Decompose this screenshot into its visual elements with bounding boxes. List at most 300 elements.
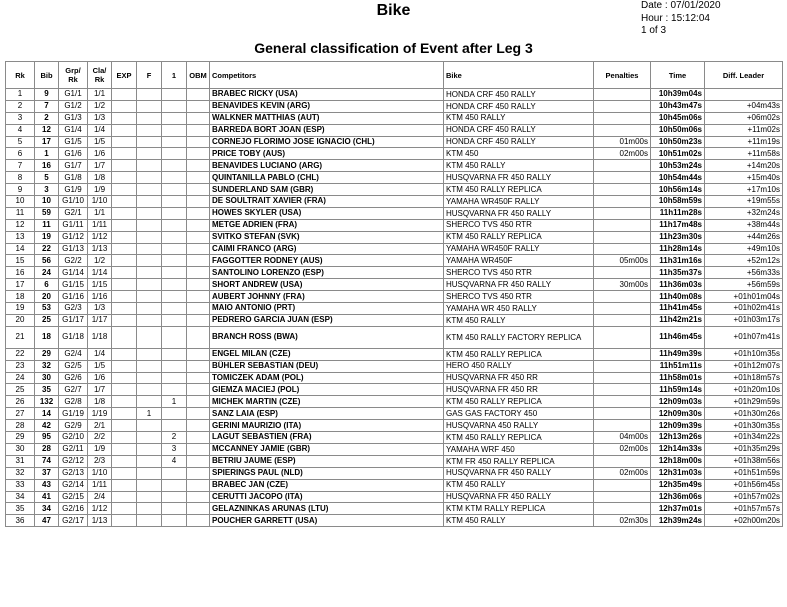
f-cell bbox=[137, 219, 162, 231]
diff-leader-cell: +01h20m10s bbox=[705, 384, 783, 396]
group-rank-cell: G1/2 bbox=[59, 100, 88, 112]
f-cell bbox=[137, 184, 162, 196]
bike-model: GAS GAS FACTORY 450 bbox=[444, 408, 594, 420]
competitor-name: CERUTTI JACOPO (ITA) bbox=[210, 491, 444, 503]
class-rank-cell: 1/13 bbox=[88, 515, 112, 527]
bike-model: KTM 450 RALLY bbox=[444, 160, 594, 172]
exp-cell bbox=[112, 160, 137, 172]
penalty-cell bbox=[594, 243, 651, 255]
diff-leader-cell: +32m24s bbox=[705, 207, 783, 219]
bike-model: YAMAHA WRF 450 bbox=[444, 443, 594, 455]
bib-cell: 37 bbox=[35, 467, 59, 479]
obm-cell bbox=[187, 231, 210, 243]
group-rank-cell: G2/7 bbox=[59, 384, 88, 396]
f-cell bbox=[137, 291, 162, 303]
f-cell bbox=[137, 396, 162, 408]
class-rank-cell: 1/12 bbox=[88, 231, 112, 243]
table-row bbox=[6, 231, 783, 243]
diff-leader-cell: +01h12m07s bbox=[705, 360, 783, 372]
group-rank-cell: G2/12 bbox=[59, 455, 88, 467]
rk-cell: 21 bbox=[6, 326, 35, 348]
one-cell bbox=[162, 515, 187, 527]
diff-leader-cell: +17m10s bbox=[705, 184, 783, 196]
exp-cell bbox=[112, 396, 137, 408]
f-cell bbox=[137, 314, 162, 326]
rk-cell: 10 bbox=[6, 196, 35, 208]
document-meta bbox=[641, 0, 721, 38]
diff-leader-cell: +01h57m57s bbox=[705, 503, 783, 515]
bike-model: KTM 450 RALLY bbox=[444, 479, 594, 491]
class-rank-cell: 1/5 bbox=[88, 360, 112, 372]
bike-model: SHERCO TVS 450 RTR bbox=[444, 219, 594, 231]
diff-leader-cell: +06m02s bbox=[705, 112, 783, 124]
one-cell bbox=[162, 348, 187, 360]
time-cell: 10h56m14s bbox=[651, 184, 705, 196]
time-cell: 10h45m06s bbox=[651, 112, 705, 124]
time-cell: 11h42m21s bbox=[651, 314, 705, 326]
table-row bbox=[6, 303, 783, 315]
bike-model: KTM 450 RALLY REPLICA bbox=[444, 184, 594, 196]
obm-cell bbox=[187, 255, 210, 267]
rk-cell: 9 bbox=[6, 184, 35, 196]
penalty-cell bbox=[594, 396, 651, 408]
group-rank-cell: G2/17 bbox=[59, 515, 88, 527]
f-cell bbox=[137, 360, 162, 372]
time-cell: 12h35m49s bbox=[651, 479, 705, 491]
rk-cell: 26 bbox=[6, 396, 35, 408]
diff-leader-cell: +44m26s bbox=[705, 231, 783, 243]
class-rank-cell: 1/10 bbox=[88, 467, 112, 479]
penalty-cell: 02m00s bbox=[594, 467, 651, 479]
rk-cell: 32 bbox=[6, 467, 35, 479]
rk-cell: 11 bbox=[6, 207, 35, 219]
group-rank-cell: G1/16 bbox=[59, 291, 88, 303]
table-row bbox=[6, 491, 783, 503]
table-row bbox=[6, 348, 783, 360]
class-rank-cell: 1/18 bbox=[88, 326, 112, 348]
bike-model: KTM 450 RALLY bbox=[444, 112, 594, 124]
class-rank-cell: 1/4 bbox=[88, 124, 112, 136]
diff-leader-cell: +01h01m04s bbox=[705, 291, 783, 303]
group-rank-cell: G1/1 bbox=[59, 89, 88, 101]
bike-model: HUSQVARNA FR 450 RR bbox=[444, 372, 594, 384]
penalty-cell bbox=[594, 348, 651, 360]
diff-leader-cell: +01h30m26s bbox=[705, 408, 783, 420]
diff-leader-cell: +14m20s bbox=[705, 160, 783, 172]
diff-leader-cell: +11m58s bbox=[705, 148, 783, 160]
one-cell: 1 bbox=[162, 396, 187, 408]
group-rank-cell: G2/2 bbox=[59, 255, 88, 267]
penalty-cell bbox=[594, 160, 651, 172]
competitor-name: BENAVIDES KEVIN (ARG) bbox=[210, 100, 444, 112]
exp-cell bbox=[112, 124, 137, 136]
class-rank-cell: 1/6 bbox=[88, 372, 112, 384]
time-cell: 11h49m39s bbox=[651, 348, 705, 360]
penalty-cell: 02m00s bbox=[594, 148, 651, 160]
bib-cell: 25 bbox=[35, 314, 59, 326]
penalty-cell: 30m00s bbox=[594, 279, 651, 291]
bike-model: HUSQVARNA FR 450 RALLY bbox=[444, 207, 594, 219]
class-rank-cell: 1/2 bbox=[88, 255, 112, 267]
class-rank-cell: 1/5 bbox=[88, 136, 112, 148]
table-row bbox=[6, 396, 783, 408]
one-cell bbox=[162, 267, 187, 279]
table-header-row bbox=[6, 62, 783, 89]
class-rank-cell: 2/1 bbox=[88, 420, 112, 432]
one-cell bbox=[162, 207, 187, 219]
table-row bbox=[6, 112, 783, 124]
bike-model: KTM 450 RALLY REPLICA bbox=[444, 432, 594, 444]
rk-cell: 18 bbox=[6, 291, 35, 303]
exp-cell bbox=[112, 291, 137, 303]
exp-cell bbox=[112, 384, 137, 396]
rk-cell: 1 bbox=[6, 89, 35, 101]
bib-cell: 59 bbox=[35, 207, 59, 219]
f-cell bbox=[137, 136, 162, 148]
group-rank-cell: G1/6 bbox=[59, 148, 88, 160]
one-cell: 3 bbox=[162, 443, 187, 455]
group-rank-cell: G1/13 bbox=[59, 243, 88, 255]
competitor-name: WALKNER MATTHIAS (AUT) bbox=[210, 112, 444, 124]
competitor-name: BETRIU JAUME (ESP) bbox=[210, 455, 444, 467]
exp-cell bbox=[112, 243, 137, 255]
exp-cell bbox=[112, 515, 137, 527]
rk-cell: 4 bbox=[6, 124, 35, 136]
rk-cell: 30 bbox=[6, 443, 35, 455]
competitor-name: QUINTANILLA PABLO (CHL) bbox=[210, 172, 444, 184]
rk-cell: 16 bbox=[6, 267, 35, 279]
obm-cell bbox=[187, 303, 210, 315]
competitor-name: PRICE TOBY (AUS) bbox=[210, 148, 444, 160]
f-cell bbox=[137, 148, 162, 160]
bib-cell: 41 bbox=[35, 491, 59, 503]
f-cell bbox=[137, 348, 162, 360]
table-row bbox=[6, 372, 783, 384]
exp-cell bbox=[112, 479, 137, 491]
competitor-name: AUBERT JOHNNY (FRA) bbox=[210, 291, 444, 303]
competitor-name: MAIO ANTONIO (PRT) bbox=[210, 303, 444, 315]
competitor-name: CORNEJO FLORIMO JOSE IGNACIO (CHL) bbox=[210, 136, 444, 148]
rk-cell: 15 bbox=[6, 255, 35, 267]
class-rank-cell: 2/4 bbox=[88, 491, 112, 503]
bike-model: HUSQVARNA FR 450 RALLY bbox=[444, 279, 594, 291]
class-rank-cell: 1/14 bbox=[88, 267, 112, 279]
competitor-name: SUNDERLAND SAM (GBR) bbox=[210, 184, 444, 196]
f-cell bbox=[137, 243, 162, 255]
time-cell: 12h39m24s bbox=[651, 515, 705, 527]
diff-leader-cell: +15m40s bbox=[705, 172, 783, 184]
penalty-cell bbox=[594, 420, 651, 432]
rk-cell: 29 bbox=[6, 432, 35, 444]
table-row bbox=[6, 384, 783, 396]
table-row bbox=[6, 515, 783, 527]
group-rank-cell: G2/8 bbox=[59, 396, 88, 408]
competitor-name: SHORT ANDREW (USA) bbox=[210, 279, 444, 291]
class-rank-cell: 1/19 bbox=[88, 408, 112, 420]
penalty-cell bbox=[594, 408, 651, 420]
diff-leader-cell: +01h29m59s bbox=[705, 396, 783, 408]
exp-cell bbox=[112, 491, 137, 503]
penalty-cell bbox=[594, 372, 651, 384]
f-cell bbox=[137, 267, 162, 279]
time-cell: 12h14m33s bbox=[651, 443, 705, 455]
penalty-cell bbox=[594, 100, 651, 112]
competitor-name: MICHEK MARTIN (CZE) bbox=[210, 396, 444, 408]
f-cell bbox=[137, 172, 162, 184]
bike-model: HUSQVARNA 450 RALLY bbox=[444, 420, 594, 432]
f-cell bbox=[137, 384, 162, 396]
table-row bbox=[6, 124, 783, 136]
bike-model: HONDA CRF 450 RALLY bbox=[444, 89, 594, 101]
col-header-diff-leader: Diff. Leader bbox=[705, 62, 783, 89]
one-cell bbox=[162, 255, 187, 267]
rk-cell: 20 bbox=[6, 314, 35, 326]
obm-cell bbox=[187, 291, 210, 303]
class-rank-cell: 1/2 bbox=[88, 100, 112, 112]
class-rank-cell: 1/10 bbox=[88, 196, 112, 208]
group-rank-cell: G1/3 bbox=[59, 112, 88, 124]
rk-cell: 14 bbox=[6, 243, 35, 255]
class-rank-cell: 1/8 bbox=[88, 172, 112, 184]
bike-model: KTM 450 RALLY FACTORY REPLICA bbox=[444, 326, 594, 348]
f-cell bbox=[137, 443, 162, 455]
competitor-name: SPIERINGS PAUL (NLD) bbox=[210, 467, 444, 479]
f-cell bbox=[137, 515, 162, 527]
bib-cell: 5 bbox=[35, 172, 59, 184]
obm-cell bbox=[187, 219, 210, 231]
obm-cell bbox=[187, 326, 210, 348]
one-cell bbox=[162, 184, 187, 196]
penalty-cell bbox=[594, 172, 651, 184]
exp-cell bbox=[112, 207, 137, 219]
competitor-name: GIEMZA MACIEJ (POL) bbox=[210, 384, 444, 396]
table-row bbox=[6, 443, 783, 455]
table-row bbox=[6, 420, 783, 432]
obm-cell bbox=[187, 408, 210, 420]
classification-subtitle: General classification of Event after Leg 3 bbox=[254, 40, 533, 56]
diff-leader-cell: +56m33s bbox=[705, 267, 783, 279]
bib-cell: 6 bbox=[35, 279, 59, 291]
rk-cell: 33 bbox=[6, 479, 35, 491]
competitor-name: DE SOULTRAIT XAVIER (FRA) bbox=[210, 196, 444, 208]
exp-cell bbox=[112, 348, 137, 360]
f-cell bbox=[137, 432, 162, 444]
table-row bbox=[6, 89, 783, 101]
penalty-cell bbox=[594, 360, 651, 372]
group-rank-cell: G1/12 bbox=[59, 231, 88, 243]
table-row bbox=[6, 100, 783, 112]
class-rank-cell: 1/4 bbox=[88, 348, 112, 360]
group-rank-cell: G1/11 bbox=[59, 219, 88, 231]
time-cell: 11h28m14s bbox=[651, 243, 705, 255]
competitor-name: SANZ LAIA (ESP) bbox=[210, 408, 444, 420]
group-rank-cell: G2/1 bbox=[59, 207, 88, 219]
time-cell: 10h50m06s bbox=[651, 124, 705, 136]
rk-cell: 8 bbox=[6, 172, 35, 184]
bike-model: SHERCO TVS 450 RTR bbox=[444, 291, 594, 303]
obm-cell bbox=[187, 360, 210, 372]
table-row bbox=[6, 432, 783, 444]
competitor-name: BRABEC RICKY (USA) bbox=[210, 89, 444, 101]
time-cell: 11h59m14s bbox=[651, 384, 705, 396]
diff-leader-cell: +01h18m57s bbox=[705, 372, 783, 384]
time-cell: 12h09m39s bbox=[651, 420, 705, 432]
penalty-cell: 02m00s bbox=[594, 443, 651, 455]
penalty-cell bbox=[594, 455, 651, 467]
competitor-name: GERINI MAURIZIO (ITA) bbox=[210, 420, 444, 432]
bib-cell: 35 bbox=[35, 384, 59, 396]
competitor-name: MCCANNEY JAMIE (GBR) bbox=[210, 443, 444, 455]
bib-cell: 132 bbox=[35, 396, 59, 408]
competitor-name: SANTOLINO LORENZO (ESP) bbox=[210, 267, 444, 279]
group-rank-cell: G1/9 bbox=[59, 184, 88, 196]
bike-model: YAMAHA WR450F bbox=[444, 255, 594, 267]
penalty-cell bbox=[594, 479, 651, 491]
col-header-exp: EXP bbox=[112, 62, 137, 89]
obm-cell bbox=[187, 467, 210, 479]
bib-cell: 95 bbox=[35, 432, 59, 444]
time-cell: 11h17m48s bbox=[651, 219, 705, 231]
exp-cell bbox=[112, 89, 137, 101]
table-row bbox=[6, 326, 783, 348]
table-row bbox=[6, 291, 783, 303]
competitor-name: PEDRERO GARCIA JUAN (ESP) bbox=[210, 314, 444, 326]
rk-cell: 28 bbox=[6, 420, 35, 432]
obm-cell bbox=[187, 384, 210, 396]
obm-cell bbox=[187, 89, 210, 101]
bike-model: HERO 450 RALLY bbox=[444, 360, 594, 372]
bib-cell: 47 bbox=[35, 515, 59, 527]
class-rank-cell: 1/17 bbox=[88, 314, 112, 326]
table-row bbox=[6, 314, 783, 326]
col-header-cla-rk: Cla/ Rk bbox=[88, 62, 112, 89]
one-cell bbox=[162, 479, 187, 491]
obm-cell bbox=[187, 184, 210, 196]
one-cell bbox=[162, 231, 187, 243]
bib-cell: 30 bbox=[35, 372, 59, 384]
one-cell bbox=[162, 372, 187, 384]
exp-cell bbox=[112, 443, 137, 455]
obm-cell bbox=[187, 148, 210, 160]
penalty-cell bbox=[594, 291, 651, 303]
competitor-name: CAIMI FRANCO (ARG) bbox=[210, 243, 444, 255]
class-rank-cell: 2/2 bbox=[88, 432, 112, 444]
obm-cell bbox=[187, 279, 210, 291]
class-rank-cell: 1/11 bbox=[88, 479, 112, 491]
table-row bbox=[6, 243, 783, 255]
bike-model: YAMAHA WR450F RALLY bbox=[444, 196, 594, 208]
bike-model: HONDA CRF 450 RALLY bbox=[444, 136, 594, 148]
one-cell bbox=[162, 420, 187, 432]
class-rank-cell: 1/8 bbox=[88, 396, 112, 408]
bike-model: HUSQVARNA FR 450 RALLY bbox=[444, 491, 594, 503]
f-cell bbox=[137, 372, 162, 384]
f-cell bbox=[137, 503, 162, 515]
bib-cell: 19 bbox=[35, 231, 59, 243]
bike-model: KTM FR 450 RALLY REPLICA bbox=[444, 455, 594, 467]
bike-model: KTM 450 bbox=[444, 148, 594, 160]
bib-cell: 28 bbox=[35, 443, 59, 455]
class-rank-cell: 2/3 bbox=[88, 455, 112, 467]
document-title: Bike bbox=[376, 2, 411, 19]
one-cell bbox=[162, 467, 187, 479]
time-cell: 10h58m59s bbox=[651, 196, 705, 208]
bib-cell: 29 bbox=[35, 348, 59, 360]
table-row bbox=[6, 196, 783, 208]
group-rank-cell: G1/7 bbox=[59, 160, 88, 172]
col-header-competitors: Competitors bbox=[210, 62, 444, 89]
bib-cell: 24 bbox=[35, 267, 59, 279]
f-cell bbox=[137, 491, 162, 503]
group-rank-cell: G2/9 bbox=[59, 420, 88, 432]
bike-model: KTM 450 RALLY REPLICA bbox=[444, 396, 594, 408]
table-row bbox=[6, 172, 783, 184]
diff-leader-cell: +11m02s bbox=[705, 124, 783, 136]
bib-cell: 10 bbox=[35, 196, 59, 208]
competitor-name: FAGGOTTER RODNEY (AUS) bbox=[210, 255, 444, 267]
rk-cell: 25 bbox=[6, 384, 35, 396]
diff-leader-cell: +01h07m41s bbox=[705, 326, 783, 348]
one-cell bbox=[162, 314, 187, 326]
exp-cell bbox=[112, 172, 137, 184]
obm-cell bbox=[187, 100, 210, 112]
diff-leader-cell: +02h00m20s bbox=[705, 515, 783, 527]
rk-cell: 24 bbox=[6, 372, 35, 384]
bib-cell: 3 bbox=[35, 184, 59, 196]
exp-cell bbox=[112, 267, 137, 279]
one-cell bbox=[162, 384, 187, 396]
obm-cell bbox=[187, 396, 210, 408]
col-header-grp-rk: Grp/ Rk bbox=[59, 62, 88, 89]
obm-cell bbox=[187, 420, 210, 432]
penalty-cell bbox=[594, 267, 651, 279]
rk-cell: 7 bbox=[6, 160, 35, 172]
col-header-time: Time bbox=[651, 62, 705, 89]
bib-cell: 56 bbox=[35, 255, 59, 267]
exp-cell bbox=[112, 360, 137, 372]
exp-cell bbox=[112, 467, 137, 479]
f-cell bbox=[137, 255, 162, 267]
penalty-cell bbox=[594, 326, 651, 348]
table-row bbox=[6, 255, 783, 267]
rk-cell: 35 bbox=[6, 503, 35, 515]
table-row bbox=[6, 136, 783, 148]
time-cell: 10h50m23s bbox=[651, 136, 705, 148]
bib-cell: 43 bbox=[35, 479, 59, 491]
exp-cell bbox=[112, 279, 137, 291]
class-rank-cell: 1/12 bbox=[88, 503, 112, 515]
date-label: Date : 07/01/2020 bbox=[641, 0, 721, 11]
group-rank-cell: G2/11 bbox=[59, 443, 88, 455]
one-cell: 2 bbox=[162, 432, 187, 444]
bike-model: HUSQVARNA FR 450 RALLY bbox=[444, 172, 594, 184]
obm-cell bbox=[187, 124, 210, 136]
exp-cell bbox=[112, 136, 137, 148]
group-rank-cell: G1/8 bbox=[59, 172, 88, 184]
f-cell bbox=[137, 124, 162, 136]
time-cell: 11h11m28s bbox=[651, 207, 705, 219]
competitor-name: GELAZNINKAS ARUNAS (LTU) bbox=[210, 503, 444, 515]
penalty-cell bbox=[594, 89, 651, 101]
table-row bbox=[6, 479, 783, 491]
time-cell: 10h53m24s bbox=[651, 160, 705, 172]
one-cell bbox=[162, 360, 187, 372]
obm-cell bbox=[187, 172, 210, 184]
bib-cell: 53 bbox=[35, 303, 59, 315]
bike-model: KTM 450 RALLY REPLICA bbox=[444, 348, 594, 360]
one-cell bbox=[162, 172, 187, 184]
competitor-name: BÜHLER SEBASTIAN (DEU) bbox=[210, 360, 444, 372]
